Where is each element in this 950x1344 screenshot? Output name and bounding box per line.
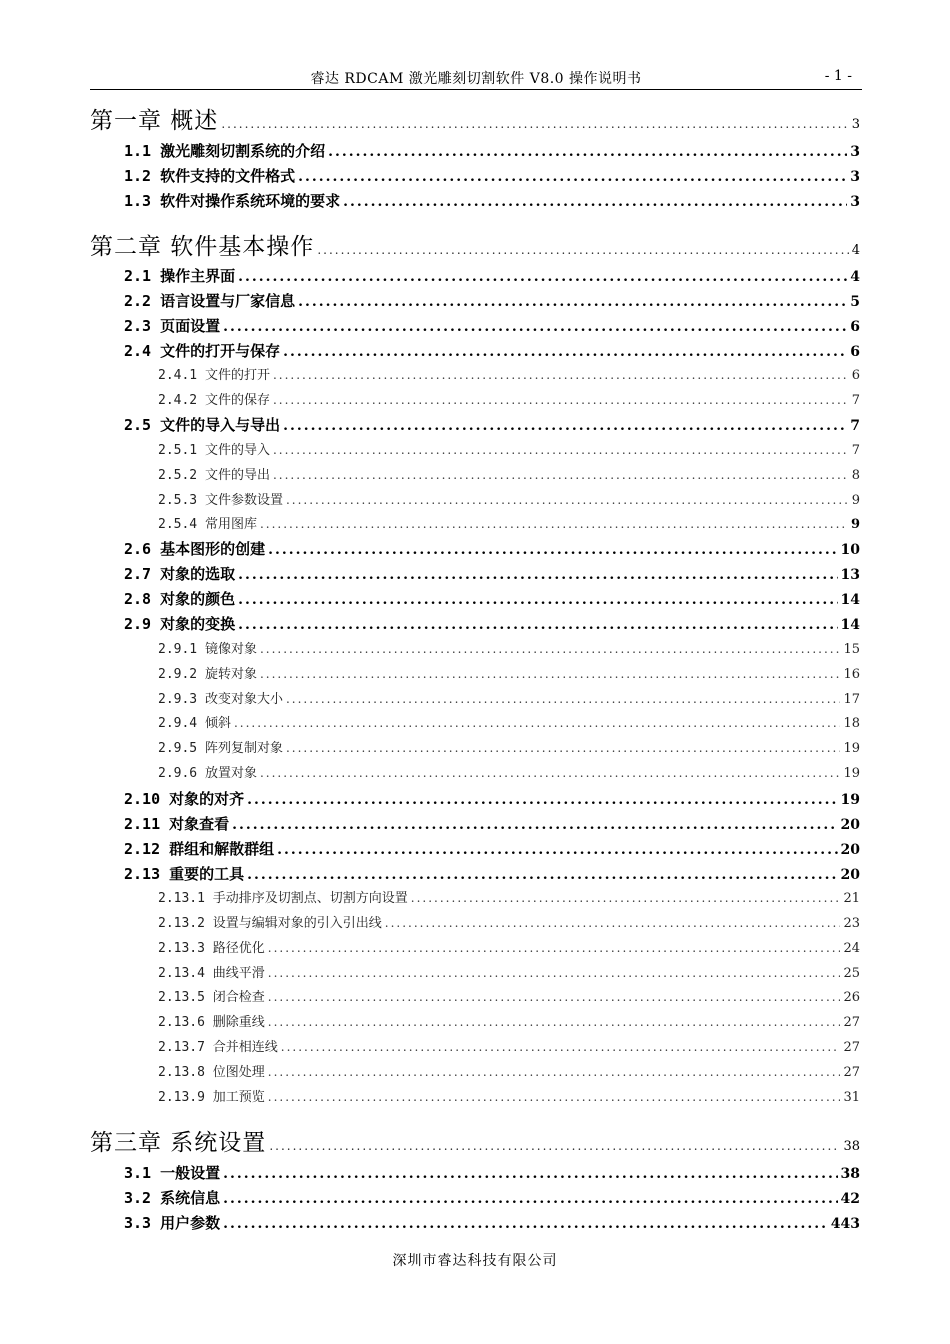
toc-entry-label: 2.4 文件的打开与保存 [124, 342, 281, 360]
toc-entry-page: 16 [843, 667, 860, 682]
toc-entry-page: 42 [840, 1191, 860, 1207]
toc-dot-leader [343, 194, 847, 210]
toc-entry-label: 2.9.1 镜像对象 [158, 642, 257, 657]
toc-entry-page: 7 [851, 443, 860, 458]
toc-entry-label: 3.1 一般设置 [124, 1164, 221, 1182]
toc-entry-page: 3 [851, 117, 860, 132]
toc-entry-page: 19 [843, 766, 860, 781]
toc-dot-leader [268, 941, 841, 955]
toc-entry-page: 10 [840, 542, 860, 558]
toc-section-entry[interactable] [90, 140, 860, 161]
toc-entry-label: 2.13.5 闭合检查 [158, 990, 265, 1005]
header-divider [90, 89, 862, 90]
toc-entry-label: 2.9.3 改变对象大小 [158, 692, 283, 707]
toc-subsection-entry[interactable] [90, 464, 860, 483]
toc-entry-label: 1.3 软件对操作系统环境的要求 [124, 192, 341, 210]
toc-dot-leader [268, 542, 837, 558]
toc-section-entry[interactable] [90, 265, 860, 286]
toc-dot-leader [247, 792, 837, 808]
toc-entry-page: 31 [843, 1090, 860, 1105]
toc-entry-label: 1.2 软件支持的文件格式 [124, 167, 296, 185]
toc-entry-label: 2.9.2 旋转对象 [158, 667, 257, 682]
toc-entry-label: 2.13.3 路径优化 [158, 941, 265, 956]
toc-entry-label: 1.1 激光雕刻切割系统的介绍 [124, 142, 326, 160]
toc-subsection-entry[interactable] [90, 887, 860, 906]
toc-dot-leader [260, 667, 840, 681]
toc-entry-label: 2.10 对象的对齐 [124, 790, 245, 808]
toc-dot-leader [317, 243, 848, 257]
toc-section-entry[interactable] [90, 863, 860, 884]
toc-dot-leader [268, 1065, 841, 1079]
toc-dot-leader [268, 1015, 841, 1029]
toc-dot-leader [286, 493, 849, 507]
toc-entry-label: 2.9 对象的变换 [124, 615, 236, 633]
toc-subsection-entry[interactable] [90, 688, 860, 707]
toc-subsection-entry[interactable] [90, 364, 860, 383]
toc-entry-label: 2.13 重要的工具 [124, 865, 245, 883]
toc-entry-label: 2.13.2 设置与编辑对象的引入引出线 [158, 916, 382, 931]
toc-subsection-entry[interactable] [90, 439, 860, 458]
toc-section-entry[interactable] [90, 538, 860, 559]
toc-entry-page: 9 [850, 517, 860, 532]
toc-entry-page: 7 [851, 393, 860, 408]
toc-entry-page: 6 [851, 368, 860, 383]
toc-entry-page: 20 [840, 842, 860, 858]
toc-entry-label: 2.7 对象的选取 [124, 565, 236, 583]
page-footer: 深圳市睿达科技有限公司 [392, 1253, 558, 1269]
toc-section-entry[interactable] [90, 190, 860, 211]
toc-dot-leader [385, 916, 841, 930]
toc-dot-leader [286, 692, 840, 706]
toc-dot-leader [234, 716, 840, 730]
toc-dot-leader [328, 144, 847, 160]
toc-dot-leader [298, 169, 847, 185]
toc-entry-page: 21 [843, 891, 860, 906]
toc-dot-leader [260, 642, 840, 656]
toc-entry-page: 14 [840, 617, 860, 633]
toc-dot-leader [283, 418, 847, 434]
toc-dot-leader [238, 269, 847, 285]
toc-dot-leader [260, 517, 848, 531]
toc-entry-label: 2.6 基本图形的创建 [124, 540, 266, 558]
toc-dot-leader [273, 393, 849, 407]
toc-subsection-entry[interactable] [90, 762, 860, 781]
toc-entry-page: 4 [850, 269, 860, 285]
toc-entry-label: 2.8 对象的颜色 [124, 590, 236, 608]
page-header [90, 66, 862, 90]
toc-subsection-entry[interactable] [90, 1086, 860, 1105]
toc-subsection-entry[interactable] [90, 1061, 860, 1080]
toc-dot-leader [232, 817, 837, 833]
toc-entry-page: 19 [843, 741, 860, 756]
toc-chapter-entry[interactable] [90, 228, 860, 261]
toc-entry-label: 第一章 概述 [90, 108, 219, 134]
toc-entry-page: 3 [850, 194, 860, 210]
toc-entry-page: 24 [843, 941, 860, 956]
document-title: 睿达 RDCAM 激光雕刻切割软件 V8.0 操作说明书 [310, 71, 642, 87]
toc-dot-leader [268, 1090, 841, 1104]
toc-dot-leader [238, 567, 837, 583]
toc-entry-label: 2.5.4 常用图库 [158, 517, 257, 532]
toc-section-entry[interactable] [90, 315, 860, 336]
toc-dot-leader [223, 1166, 837, 1182]
toc-section-entry[interactable] [90, 788, 860, 809]
toc-entry-page: 20 [840, 867, 860, 883]
toc-subsection-entry[interactable] [90, 1011, 860, 1030]
toc-subsection-entry[interactable] [90, 962, 860, 981]
toc-entry-label: 2.13.6 删除重线 [158, 1015, 265, 1030]
toc-chapter-entry[interactable] [90, 102, 860, 135]
toc-entry-page: 6 [850, 344, 860, 360]
toc-entry-page: 9 [851, 493, 860, 508]
toc-entry-page: 3 [850, 144, 860, 160]
toc-entry-label: 2.3 页面设置 [124, 317, 221, 335]
toc-dot-leader [268, 990, 841, 1004]
toc-dot-leader [286, 741, 840, 755]
toc-section-entry[interactable] [90, 165, 860, 186]
toc-entry-page: 15 [843, 642, 860, 657]
toc-entry-label: 2.13.1 手动排序及切割点、切割方向设置 [158, 891, 408, 906]
toc-entry-label: 3.2 系统信息 [124, 1189, 221, 1207]
toc-entry-page: 6 [850, 319, 860, 335]
toc-section-entry[interactable] [90, 340, 860, 361]
toc-entry-page: 443 [830, 1216, 860, 1232]
toc-entry-page: 4 [851, 243, 860, 258]
toc-entry-page: 38 [840, 1166, 860, 1182]
toc-dot-leader [298, 294, 847, 310]
toc-entry-label: 2.5 文件的导入与导出 [124, 416, 281, 434]
toc-dot-leader [238, 617, 837, 633]
page-number: - 1 - [824, 68, 852, 84]
toc-entry-page: 19 [840, 792, 860, 808]
toc-entry-label: 2.9.6 放置对象 [158, 766, 257, 781]
toc-subsection-entry[interactable] [90, 663, 860, 682]
toc-dot-leader [273, 443, 849, 457]
toc-entry-page: 18 [843, 716, 860, 731]
toc-entry-label: 2.9.4 倾斜 [158, 716, 231, 731]
toc-dot-leader [277, 842, 837, 858]
toc-dot-leader [283, 344, 847, 360]
toc-dot-leader [281, 1040, 841, 1054]
toc-dot-leader [223, 1191, 837, 1207]
toc-dot-leader [268, 966, 841, 980]
toc-entry-page: 38 [843, 1139, 860, 1154]
toc-section-entry[interactable] [90, 1212, 860, 1233]
toc-dot-leader [223, 1216, 828, 1232]
toc-section-entry[interactable] [90, 613, 860, 634]
toc-subsection-entry[interactable] [90, 986, 860, 1005]
toc-dot-leader [273, 368, 849, 382]
toc-dot-leader [411, 891, 841, 905]
toc-entry-label: 2.1 操作主界面 [124, 267, 236, 285]
toc-section-entry[interactable] [90, 1162, 860, 1183]
toc-section-entry[interactable] [90, 563, 860, 584]
toc-entry-page: 25 [843, 966, 860, 981]
toc-section-entry[interactable] [90, 414, 860, 435]
toc-section-entry[interactable] [90, 838, 860, 859]
toc-subsection-entry[interactable] [90, 489, 860, 508]
toc-entry-page: 5 [850, 294, 860, 310]
toc-subsection-entry[interactable] [90, 712, 860, 731]
toc-entry-label: 2.4.2 文件的保存 [158, 393, 270, 408]
toc-dot-leader [223, 319, 847, 335]
toc-section-entry[interactable] [90, 813, 860, 834]
toc-section-entry[interactable] [90, 588, 860, 609]
toc-dot-leader [247, 867, 837, 883]
toc-entry-page: 27 [843, 1065, 860, 1080]
toc-entry-label: 2.12 群组和解散群组 [124, 840, 275, 858]
toc-entry-label: 2.13.9 加工预览 [158, 1090, 265, 1105]
toc-subsection-entry[interactable] [90, 638, 860, 657]
toc-subsection-entry[interactable] [90, 513, 860, 532]
toc-entry-page: 3 [850, 169, 860, 185]
toc-entry-label: 2.4.1 文件的打开 [158, 368, 270, 383]
toc-entry-label: 第三章 系统设置 [90, 1130, 267, 1156]
toc-entry-page: 8 [851, 468, 860, 483]
toc-entry-page: 13 [840, 567, 860, 583]
toc-subsection-entry[interactable] [90, 737, 860, 756]
toc-entry-page: 26 [843, 990, 860, 1005]
toc-subsection-entry[interactable] [90, 1036, 860, 1055]
toc-entry-label: 2.13.8 位图处理 [158, 1065, 265, 1080]
toc-section-entry[interactable] [90, 1187, 860, 1208]
toc-entry-page: 20 [840, 817, 860, 833]
toc-entry-page: 14 [840, 592, 860, 608]
toc-subsection-entry[interactable] [90, 912, 860, 931]
toc-dot-leader [260, 766, 840, 780]
toc-entry-page: 27 [843, 1015, 860, 1030]
toc-entry-label: 2.13.4 曲线平滑 [158, 966, 265, 981]
toc-dot-leader [238, 592, 837, 608]
toc-entry-label: 2.5.1 文件的导入 [158, 443, 270, 458]
toc-entry-label: 2.5.3 文件参数设置 [158, 493, 283, 508]
toc-entry-label: 3.3 用户参数 [124, 1214, 221, 1232]
toc-entry-page: 27 [843, 1040, 860, 1055]
toc-chapter-entry[interactable] [90, 1124, 860, 1157]
toc-entry-page: 23 [843, 916, 860, 931]
toc-dot-leader [221, 117, 848, 131]
toc-entry-label: 2.9.5 阵列复制对象 [158, 741, 283, 756]
toc-entry-page: 17 [843, 692, 860, 707]
toc-dot-leader [273, 468, 849, 482]
toc-subsection-entry[interactable] [90, 937, 860, 956]
toc-entry-page: 7 [850, 418, 860, 434]
toc-entry-label: 第二章 软件基本操作 [90, 234, 315, 260]
toc-entry-label: 2.5.2 文件的导出 [158, 468, 270, 483]
toc-entry-label: 2.2 语言设置与厂家信息 [124, 292, 296, 310]
toc-subsection-entry[interactable] [90, 389, 860, 408]
toc-entry-label: 2.13.7 合并相连线 [158, 1040, 278, 1055]
toc-section-entry[interactable] [90, 290, 860, 311]
toc-entry-label: 2.11 对象查看 [124, 815, 230, 833]
toc-dot-leader [269, 1139, 840, 1153]
